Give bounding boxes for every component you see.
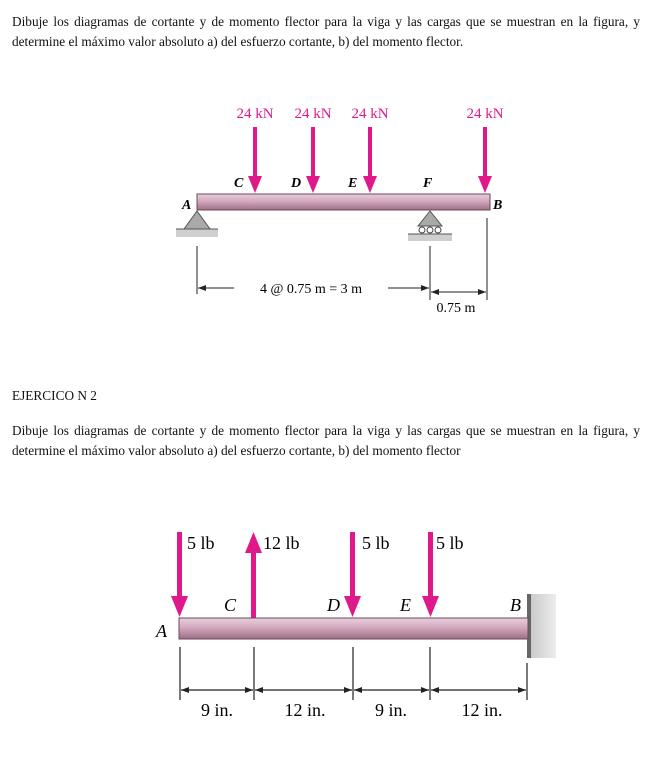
load-label-d2: 5 lb bbox=[362, 533, 390, 553]
dimension-cd-label: 12 in. bbox=[284, 700, 326, 720]
point-f-label: F bbox=[423, 176, 433, 191]
point-d2-label: D bbox=[327, 595, 340, 615]
dimension-overhang-label: 0.75 m bbox=[436, 301, 476, 316]
beam-1 bbox=[197, 194, 490, 210]
exercise2-statement: Dibuje los diagramas de cortante y de momento flector para la viga y las cargas que se muestran en la figura, y determine el máximo valor absoluto a) del esfuerzo cortante, b) del momento flector bbox=[12, 423, 640, 458]
load-arrow-d bbox=[306, 127, 320, 193]
load-arrow-b bbox=[478, 127, 492, 193]
point-e-label: E bbox=[348, 176, 358, 191]
exercise2-heading: EJERCICO N 2 bbox=[12, 388, 97, 403]
beam-2 bbox=[179, 618, 528, 639]
load-label-c2: 12 lb bbox=[263, 533, 300, 553]
fixed-wall-b bbox=[527, 594, 556, 658]
roller-support-f bbox=[408, 211, 452, 241]
figure-1 bbox=[176, 106, 504, 316]
load-label-d: 24 kN bbox=[294, 106, 332, 122]
load-arrow-a2 bbox=[171, 532, 188, 617]
dimension-lines-2 bbox=[180, 647, 527, 700]
point-c2-label: C bbox=[224, 595, 237, 615]
load-label-e2: 5 lb bbox=[436, 533, 464, 553]
point-a-label: A bbox=[182, 198, 192, 213]
load-label-c: 24 kN bbox=[236, 106, 274, 122]
load-label-e: 24 kN bbox=[351, 106, 389, 122]
load-arrow-c2-upward bbox=[245, 532, 262, 618]
point-e2-label: E bbox=[400, 595, 411, 615]
point-b-label: B bbox=[493, 198, 503, 213]
load-label-a2: 5 lb bbox=[187, 533, 215, 553]
load-arrow-e bbox=[363, 127, 377, 193]
exercise1-statement: Dibuje los diagramas de cortante y de momento flector para la viga y las cargas que se muestran en la figura, y determine el máximo valor absoluto a) del esfuerzo cortante, b) del momento flector. bbox=[12, 14, 640, 49]
dimension-eb-label: 12 in. bbox=[461, 700, 503, 720]
dimension-ac-label: 9 in. bbox=[200, 700, 234, 720]
dimension-main-label: 4 @ 0.75 m = 3 m bbox=[259, 282, 363, 297]
figure-2 bbox=[155, 532, 556, 720]
load-arrow-c bbox=[248, 127, 262, 193]
point-b2-label: B bbox=[510, 595, 521, 615]
point-a2-label: A bbox=[156, 621, 167, 641]
dimension-de-label: 9 in. bbox=[374, 700, 408, 720]
pin-support-a bbox=[176, 211, 218, 237]
load-arrow-d2 bbox=[344, 532, 361, 617]
load-label-b: 24 kN bbox=[466, 106, 504, 122]
point-d-label: D bbox=[291, 176, 302, 191]
point-c-label: C bbox=[234, 176, 244, 191]
